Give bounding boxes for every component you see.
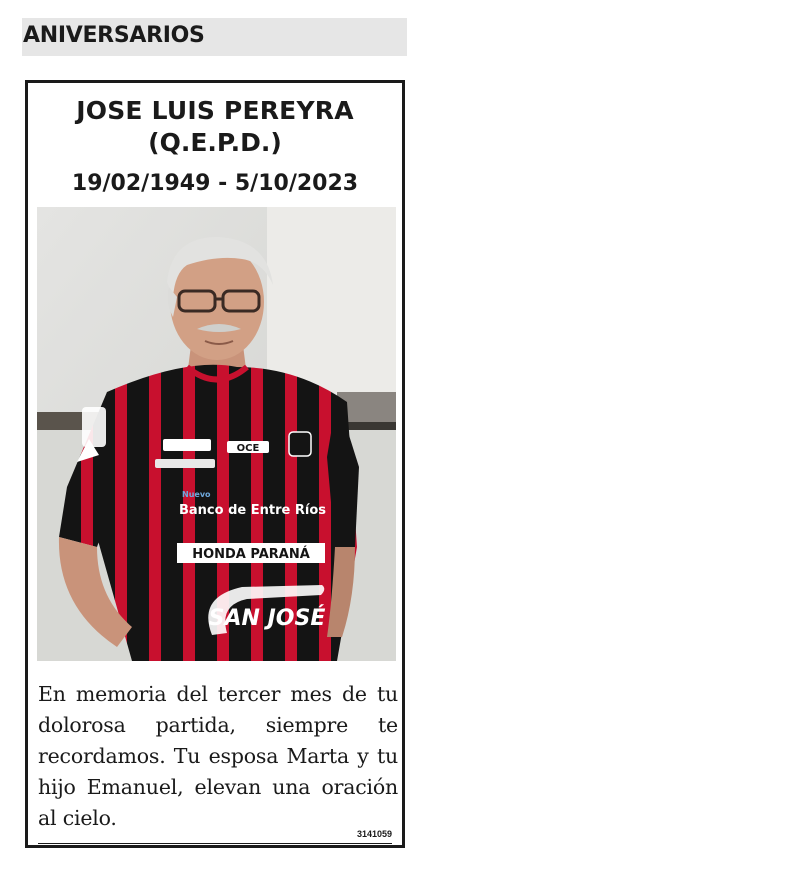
shirt-sponsor-3: SAN JOSÉ xyxy=(208,606,326,631)
shirt-sponsor-2: HONDA PARANÁ xyxy=(192,547,310,562)
life-dates: 19/02/1949 - 5/10/2023 xyxy=(71,171,359,196)
qepd-label: (Q.E.P.D.) xyxy=(148,128,282,157)
section-title: ANIVERSARIOS xyxy=(23,23,205,48)
bottom-rule xyxy=(38,843,392,844)
ad-code: 3141059 xyxy=(356,829,392,839)
portrait-photo xyxy=(37,207,396,661)
shirt-sponsor-1-small: Nuevo xyxy=(182,490,211,499)
deceased-name: JOSE LUIS PEREYRA xyxy=(76,96,354,125)
section-header xyxy=(22,18,407,56)
svg-text:OCE: OCE xyxy=(236,443,260,454)
memorial-message: En memoria del tercer mes de tu dolorosa partida, siempre te recordamos. Tu esposa Marta y tu hijo Emanuel, elevan una oración al cielo. xyxy=(38,682,398,830)
memorial-notice-card xyxy=(25,80,405,848)
shirt-sponsor-1: Banco de Entre Ríos xyxy=(179,503,326,518)
